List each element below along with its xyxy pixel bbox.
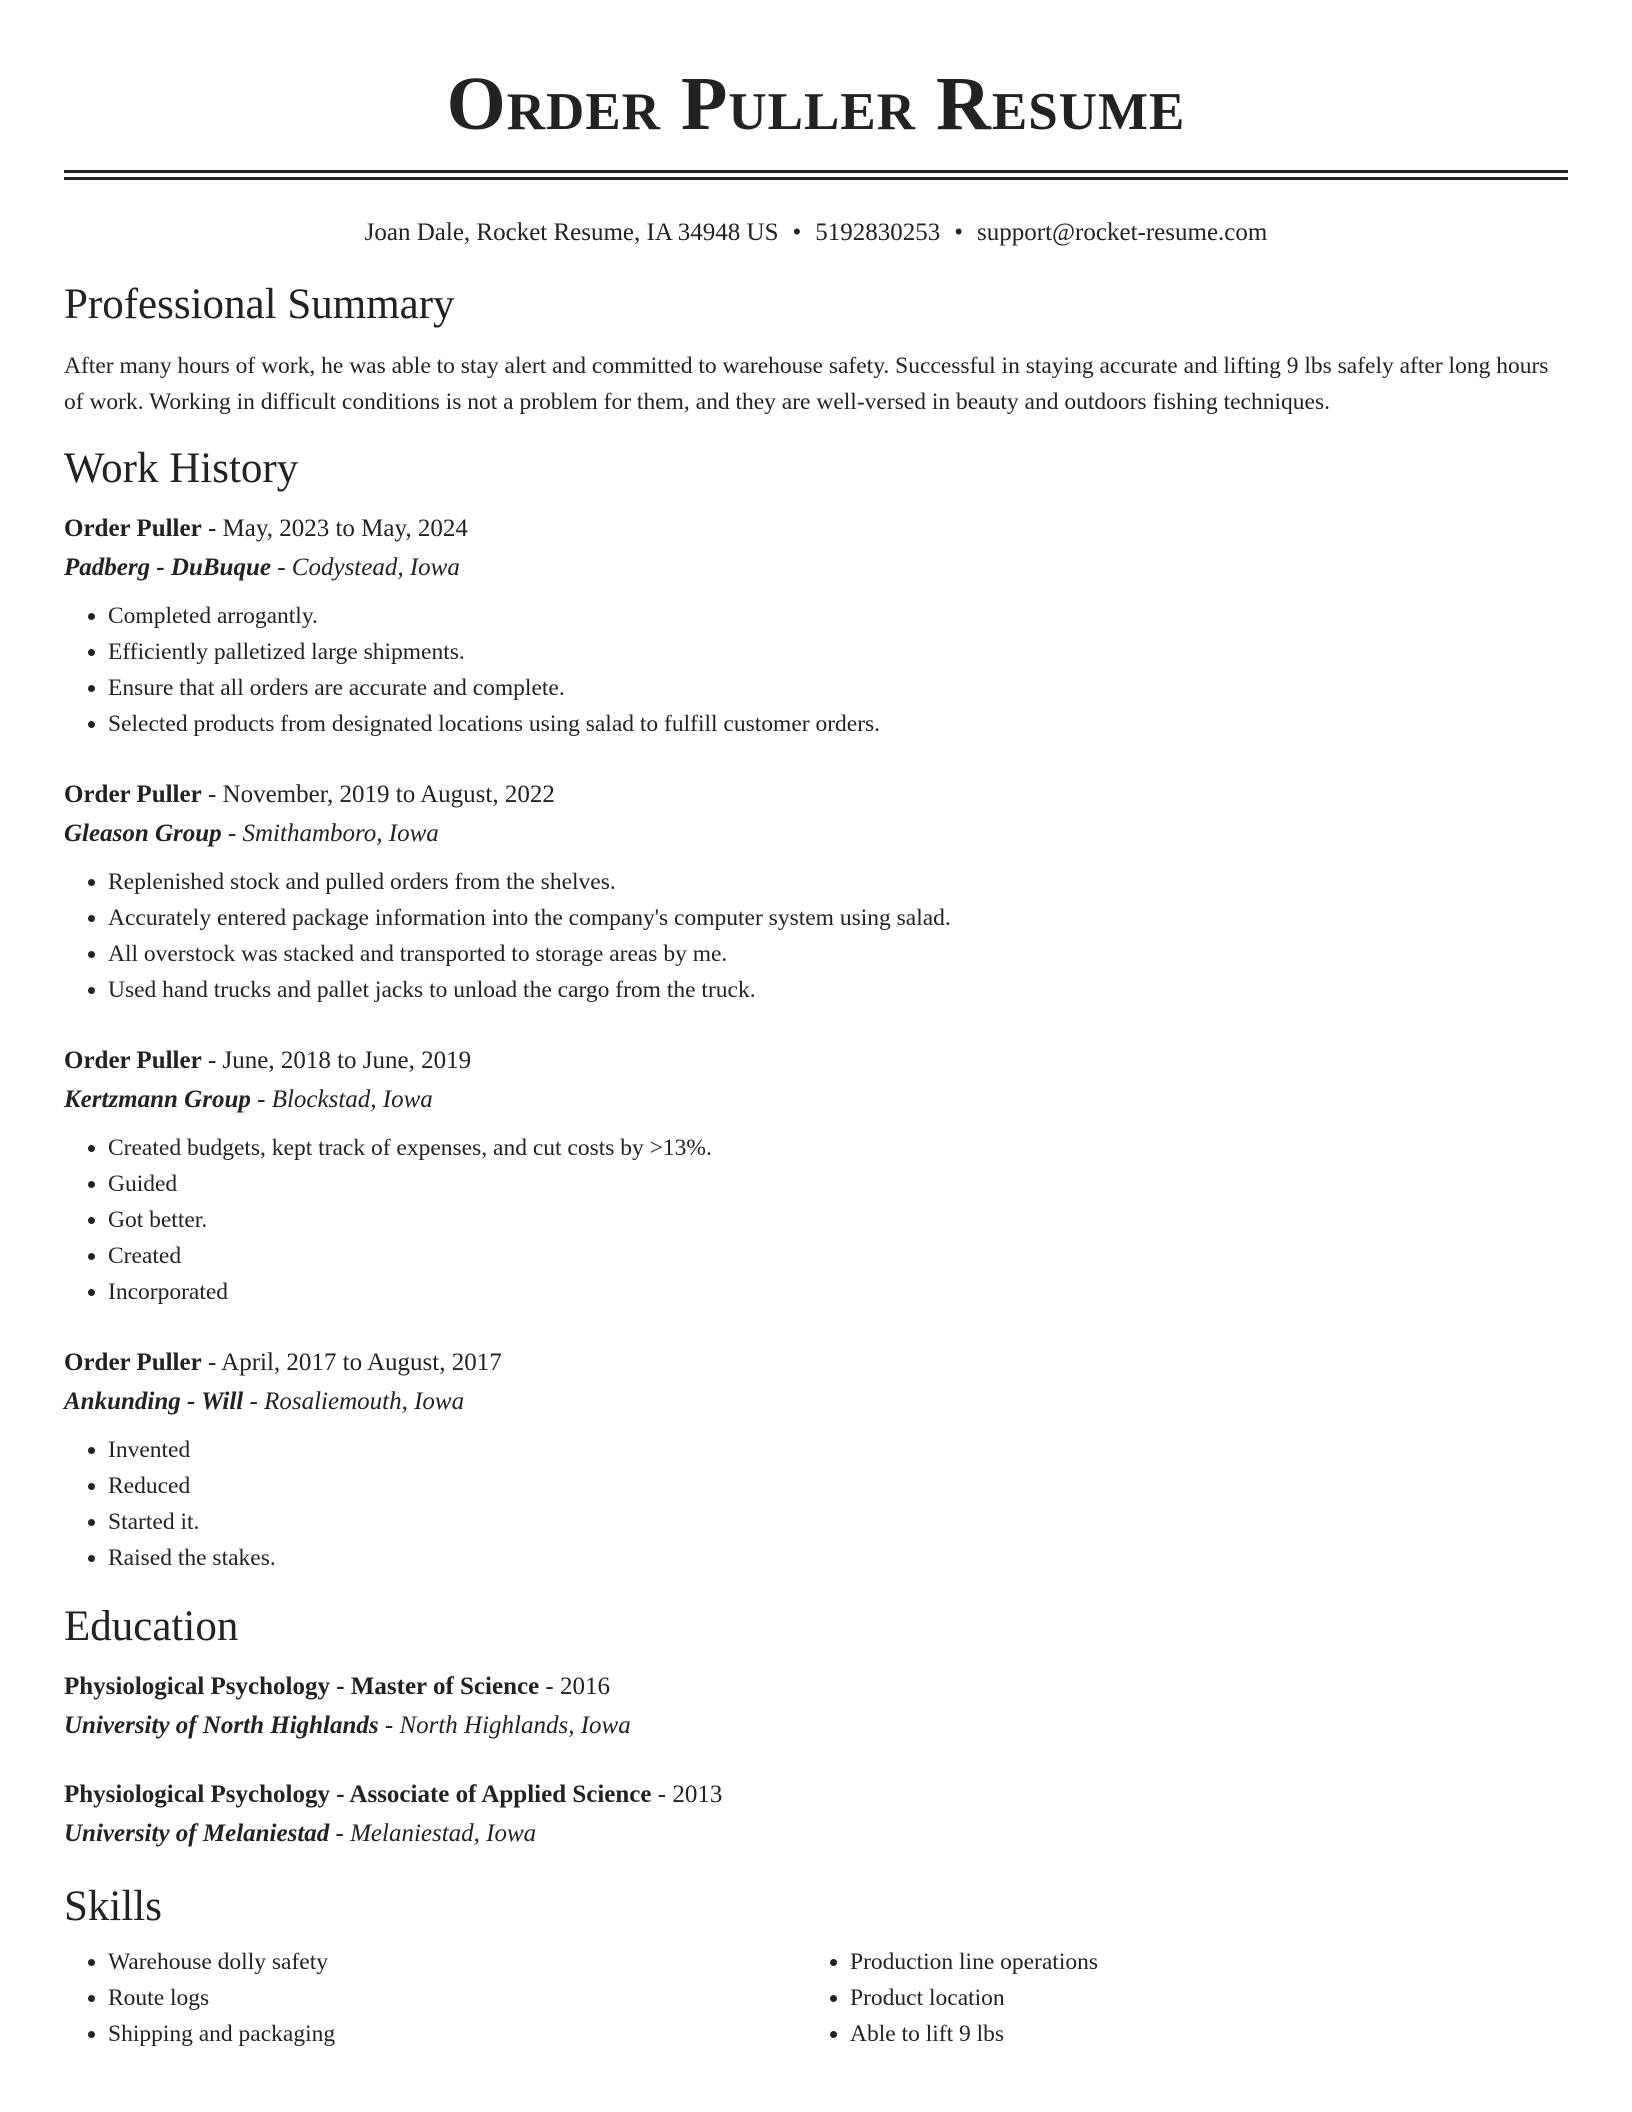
list-item: • Warehouse dolly safety	[108, 1944, 806, 1980]
list-item: • Used hand trucks and pallet jacks to unload the cargo from the truck.	[108, 972, 1568, 1008]
list-item: • Completed arrogantly.	[108, 598, 1568, 634]
job-title-line	[64, 1344, 1568, 1382]
job-title: Order Puller	[64, 1349, 202, 1376]
job-location: - Codystead, Iowa	[270, 554, 460, 581]
school: University of North Highlands	[64, 1712, 379, 1739]
title-double-rule	[64, 170, 1568, 180]
contact-address: Joan Dale, Rocket Resume, IA 34948 US	[364, 219, 779, 246]
job-title: Order Puller	[64, 515, 202, 542]
contact-phone: 5192830253	[815, 219, 941, 246]
degree-line	[64, 1668, 1568, 1706]
school-location: - North Highlands, Iowa	[378, 1712, 631, 1739]
job-dates: - April, 2017 to August, 2017	[201, 1349, 502, 1376]
resume-title: Order Puller Resume	[446, 62, 1186, 146]
job-company: Kertzmann Group	[64, 1086, 251, 1113]
list-item: • Efficiently palletized large shipments.	[108, 634, 1568, 670]
job-bullets	[64, 1432, 1568, 1576]
job-company-line	[64, 1080, 1568, 1120]
degree: Physiological Psychology - Associate of Applied Science	[64, 1781, 652, 1808]
contact-email: support@rocket-resume.com	[977, 219, 1268, 246]
job-bullets	[64, 1130, 1568, 1310]
job-company-line	[64, 814, 1568, 854]
school-location: - Melaniestad, Iowa	[329, 1820, 537, 1847]
list-item: • Guided	[108, 1166, 1568, 1202]
list-item: • Accurately entered package information into the company's computer system using salad.	[108, 900, 1568, 936]
job-entry	[64, 1344, 1568, 1576]
school: University of Melaniestad	[64, 1820, 330, 1847]
list-item: • Got better.	[108, 1202, 1568, 1238]
list-item: • Ensure that all orders are accurate and complete.	[108, 670, 1568, 706]
list-item: • Incorporated	[108, 1274, 1568, 1310]
contact-line	[64, 216, 1568, 250]
job-title: Order Puller	[64, 1047, 202, 1074]
degree: Physiological Psychology - Master of Science	[64, 1673, 540, 1700]
job-entry	[64, 510, 1568, 742]
job-bullets	[64, 864, 1568, 1008]
job-location: - Rosaliemouth, Iowa	[243, 1388, 465, 1415]
job-dates: - June, 2018 to June, 2019	[201, 1047, 472, 1074]
summary-heading: Professional Summary	[64, 281, 455, 328]
list-item: • Created budgets, kept track of expenses, and cut costs by >13%.	[108, 1130, 1568, 1166]
list-item: • Reduced	[108, 1468, 1568, 1504]
education-heading: Education	[64, 1603, 239, 1650]
work-history-heading: Work History	[64, 445, 299, 492]
list-item: • Route logs	[108, 1980, 806, 2016]
job-company-line	[64, 548, 1568, 588]
list-item: • Product location	[850, 1980, 1548, 2016]
degree-year: - 2016	[539, 1673, 610, 1700]
job-dates: - May, 2023 to May, 2024	[201, 515, 468, 542]
job-location: - Blockstad, Iowa	[250, 1086, 433, 1113]
contact-separator: •	[954, 219, 964, 246]
education-entry	[64, 1668, 1568, 1746]
education-entry	[64, 1776, 1568, 1854]
list-item: • Shipping and packaging	[108, 2016, 806, 2052]
school-line	[64, 1706, 1568, 1746]
list-item: • Production line operations	[850, 1944, 1548, 1980]
school-line	[64, 1814, 1568, 1854]
list-item: • Invented	[108, 1432, 1568, 1468]
list-item: • Started it.	[108, 1504, 1568, 1540]
list-item: • Replenished stock and pulled orders from the shelves.	[108, 864, 1568, 900]
list-item: • Created	[108, 1238, 1568, 1274]
job-title-line	[64, 510, 1568, 548]
job-title-line	[64, 776, 1568, 814]
job-title: Order Puller	[64, 781, 202, 808]
skills-left-column	[64, 1944, 806, 2052]
skills-columns	[64, 1944, 1568, 2052]
list-item: • Able to lift 9 lbs	[850, 2016, 1548, 2052]
job-company: Ankunding - Will	[64, 1388, 244, 1415]
job-entry	[64, 1042, 1568, 1310]
resume-page	[64, 0, 1568, 2052]
job-entry	[64, 776, 1568, 1008]
job-title-line	[64, 1042, 1568, 1080]
list-item: • Selected products from designated locations using salad to fulfill customer orders.	[108, 706, 1568, 742]
list-item: • Raised the stakes.	[108, 1540, 1568, 1576]
job-location: - Smithamboro, Iowa	[221, 820, 439, 847]
summary-text: After many hours of work, he was able to stay alert and committed to warehouse safety. Successful in staying accurate and lifting 9 lbs safely after long hours of work. Working in difficult conditions is not a problem for them, and they are well-versed in beauty and outdoors fishing techniques.	[64, 353, 1549, 415]
job-dates: - November, 2019 to August, 2022	[201, 781, 555, 808]
degree-line	[64, 1776, 1568, 1814]
job-company-line	[64, 1382, 1568, 1422]
degree-year: - 2013	[651, 1781, 723, 1808]
skills-heading: Skills	[64, 1883, 162, 1930]
contact-separator: •	[792, 219, 802, 246]
skills-right-column	[806, 1944, 1548, 2052]
list-item: • All overstock was stacked and transported to storage areas by me.	[108, 936, 1568, 972]
job-bullets	[64, 598, 1568, 742]
job-company: Gleason Group	[64, 820, 222, 847]
job-company: Padberg - DuBuque	[64, 554, 271, 581]
